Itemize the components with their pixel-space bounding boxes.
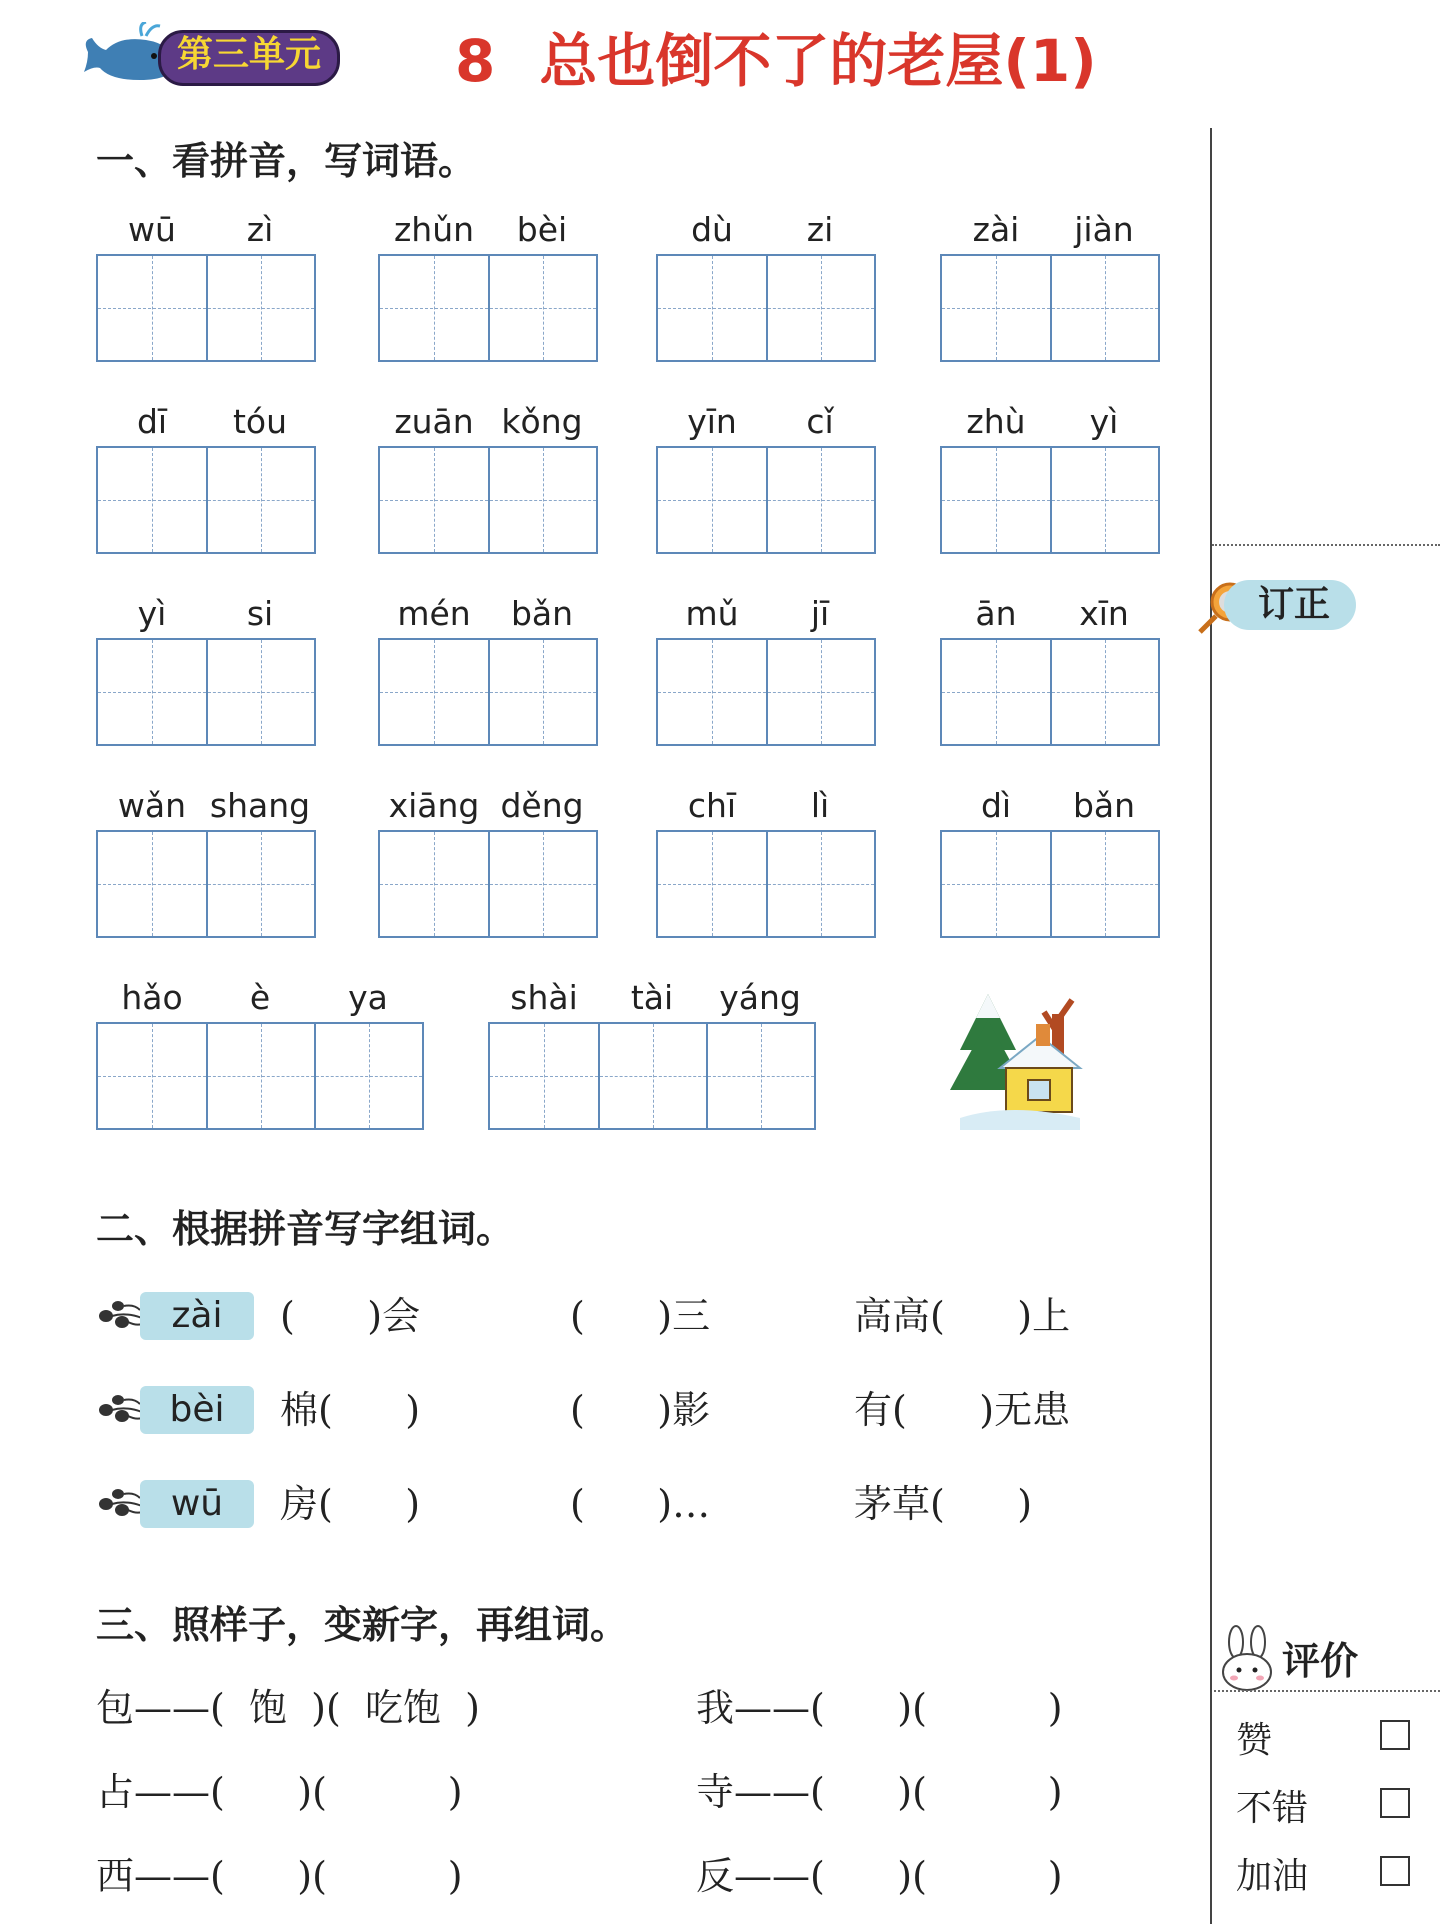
pinyin-label: bǎn — [510, 594, 574, 633]
character-cell[interactable] — [706, 1024, 814, 1128]
pinyin-label: lì — [810, 786, 830, 825]
evaluation-title: 评价 — [1282, 1639, 1359, 1683]
new-character-item[interactable]: 包——( 饱 )( 吃饱 ) — [96, 1686, 480, 1730]
homophone-row — [96, 1290, 1116, 1350]
character-cell[interactable] — [598, 1024, 706, 1128]
pinyin-label: mǔ — [685, 594, 739, 633]
tadpole-icon — [96, 1484, 144, 1524]
pinyin-label: zhù — [966, 402, 1026, 441]
new-character-item[interactable]: 西——( )( ) — [96, 1854, 463, 1898]
pinyin-label: shài — [510, 978, 578, 1017]
tian-grid — [96, 1022, 424, 1130]
pinyin-text: zài — [171, 1295, 223, 1336]
pinyin-label: ya — [348, 978, 388, 1017]
character-cell[interactable] — [488, 640, 596, 744]
character-cell[interactable] — [1050, 448, 1158, 552]
character-cell[interactable] — [488, 448, 596, 552]
unit-badge — [80, 22, 340, 84]
tian-grid — [656, 830, 876, 938]
lesson-title — [455, 14, 1097, 98]
character-cell[interactable] — [658, 448, 766, 552]
snowy-house-illustration — [940, 990, 1090, 1140]
section-1-title: 一、看拼音，写词语。 — [96, 139, 477, 183]
pinyin-label: bǎn — [1072, 786, 1136, 825]
tian-grid — [940, 254, 1160, 362]
character-cell[interactable] — [380, 256, 488, 360]
pinyin-text: wū — [170, 1483, 224, 1524]
character-cell[interactable] — [98, 448, 206, 552]
homophone-row — [96, 1384, 1116, 1444]
pinyin-label: dī — [136, 402, 168, 441]
character-cell[interactable] — [380, 640, 488, 744]
pinyin-label: wū — [128, 210, 176, 249]
character-cell[interactable] — [98, 832, 206, 936]
character-cell[interactable] — [658, 640, 766, 744]
tian-grid — [378, 446, 598, 554]
character-cell[interactable] — [490, 1024, 598, 1128]
character-cell[interactable] — [942, 448, 1050, 552]
checkbox[interactable] — [1380, 1720, 1410, 1750]
tian-grid — [96, 446, 316, 554]
tian-grid — [656, 446, 876, 554]
fill-blank-item[interactable]: 棉( ) — [280, 1388, 421, 1432]
tian-grid — [656, 638, 876, 746]
pinyin-tag — [96, 1478, 256, 1530]
character-cell[interactable] — [206, 832, 314, 936]
pinyin-label: xiāng — [388, 786, 480, 825]
fill-blank-item[interactable]: ( )… — [570, 1482, 711, 1526]
character-cell[interactable] — [658, 832, 766, 936]
pinyin-label: xīn — [1079, 594, 1129, 633]
checkbox[interactable] — [1380, 1856, 1410, 1886]
pinyin-label: jiàn — [1074, 210, 1134, 249]
fill-blank-item[interactable]: ( )会 — [280, 1294, 421, 1338]
correction-label: 订正 — [1258, 584, 1331, 625]
pinyin-label: dù — [691, 210, 733, 249]
new-character-item[interactable]: 我——( )( ) — [696, 1686, 1063, 1730]
unit-label: 第三单元 — [176, 34, 321, 75]
tian-grid — [940, 830, 1160, 938]
pinyin-label: tài — [630, 978, 674, 1017]
new-character-item[interactable]: 反——( )( ) — [696, 1854, 1063, 1898]
character-cell[interactable] — [1050, 256, 1158, 360]
character-cell[interactable] — [766, 832, 874, 936]
character-cell[interactable] — [314, 1024, 422, 1128]
pinyin-label: yáng — [719, 978, 801, 1017]
tadpole-icon — [96, 1390, 144, 1430]
sidebar-divider — [1210, 128, 1212, 1924]
eval-item-keep-going — [1236, 1848, 1416, 1899]
section-3-title: 三、照样子，变新字，再组词。 — [96, 1603, 629, 1647]
pinyin-label: chī — [687, 786, 737, 825]
pinyin-text: bèi — [169, 1389, 225, 1430]
character-cell[interactable] — [942, 640, 1050, 744]
eval-item-good — [1236, 1780, 1416, 1831]
pinyin-label: zhǔn — [393, 210, 475, 249]
pinyin-label: dì — [980, 786, 1012, 825]
pinyin-label: ān — [975, 594, 1017, 633]
character-cell[interactable] — [1050, 640, 1158, 744]
character-cell[interactable] — [766, 640, 874, 744]
pinyin-label: tóu — [232, 402, 288, 441]
tian-grid — [378, 254, 598, 362]
character-cell[interactable] — [766, 448, 874, 552]
pinyin-tag — [96, 1290, 256, 1342]
character-cell[interactable] — [380, 832, 488, 936]
character-cell[interactable] — [98, 1024, 206, 1128]
fill-blank-item[interactable]: 高高( )上 — [854, 1294, 1071, 1338]
character-cell[interactable] — [1050, 832, 1158, 936]
fill-blank-item[interactable]: ( )影 — [570, 1388, 711, 1432]
pinyin-label: zì — [246, 210, 274, 249]
pinyin-label: děng — [500, 786, 584, 825]
homophone-row — [96, 1478, 1116, 1538]
character-cell[interactable] — [658, 256, 766, 360]
eval-label: 加油 — [1236, 1856, 1309, 1897]
pinyin-tag — [96, 1384, 256, 1436]
checkbox[interactable] — [1380, 1788, 1410, 1818]
new-character-item[interactable]: 寺——( )( ) — [696, 1770, 1063, 1814]
fill-blank-item[interactable]: 房( ) — [280, 1482, 421, 1526]
rabbit-icon — [1216, 1624, 1280, 1696]
new-character-item[interactable]: 占——( )( ) — [96, 1770, 463, 1814]
section-2-title: 二、根据拼音写字组词。 — [96, 1207, 515, 1251]
character-cell[interactable] — [98, 640, 206, 744]
character-cell[interactable] — [942, 256, 1050, 360]
character-cell[interactable] — [942, 832, 1050, 936]
pinyin-label: kǒng — [501, 402, 583, 441]
correction-tab — [1196, 578, 1360, 634]
evaluation-dotted-line — [1214, 1690, 1440, 1692]
eval-item-great — [1236, 1712, 1416, 1763]
lesson-number: 8 — [455, 27, 496, 95]
pinyin-label: si — [246, 594, 274, 633]
eval-label: 不错 — [1236, 1788, 1309, 1829]
pinyin-label: zài — [972, 210, 1020, 249]
pinyin-label: zuān — [394, 402, 474, 441]
pinyin-label: mén — [397, 594, 471, 633]
tian-grid — [940, 446, 1160, 554]
character-cell[interactable] — [766, 256, 874, 360]
pinyin-label: cǐ — [806, 402, 834, 441]
fill-blank-item[interactable]: ( )三 — [570, 1294, 711, 1338]
character-cell[interactable] — [380, 448, 488, 552]
pinyin-label: bèi — [516, 210, 568, 249]
pinyin-label: yì — [1089, 402, 1119, 441]
sidebar-dotted-line — [1212, 544, 1440, 546]
lesson-name: 总也倒不了的老屋(1) — [539, 27, 1097, 95]
pinyin-label: yì — [137, 594, 167, 633]
character-cell[interactable] — [488, 256, 596, 360]
pinyin-label: shang — [209, 786, 311, 825]
pinyin-label: zi — [806, 210, 834, 249]
tian-grid — [488, 1022, 816, 1130]
pinyin-label: jī — [810, 594, 830, 633]
tian-grid — [96, 254, 316, 362]
tadpole-icon — [96, 1296, 144, 1336]
character-cell[interactable] — [488, 832, 596, 936]
character-cell[interactable] — [206, 640, 314, 744]
pinyin-label: wǎn — [117, 786, 187, 825]
tian-grid — [940, 638, 1160, 746]
fill-blank-item[interactable]: 有( )无患 — [854, 1388, 1071, 1432]
eval-label: 赞 — [1236, 1720, 1273, 1761]
tian-grid — [378, 638, 598, 746]
pinyin-label: hǎo — [121, 978, 183, 1017]
character-cell[interactable] — [206, 448, 314, 552]
fill-blank-item[interactable]: 茅草( ) — [854, 1482, 1033, 1526]
character-cell[interactable] — [206, 256, 314, 360]
character-cell[interactable] — [98, 256, 206, 360]
tian-grid — [96, 638, 316, 746]
pinyin-label: è — [249, 978, 271, 1017]
pinyin-label: yīn — [687, 402, 737, 441]
tian-grid — [656, 254, 876, 362]
character-cell[interactable] — [206, 1024, 314, 1128]
tian-grid — [378, 830, 598, 938]
tian-grid — [96, 830, 316, 938]
